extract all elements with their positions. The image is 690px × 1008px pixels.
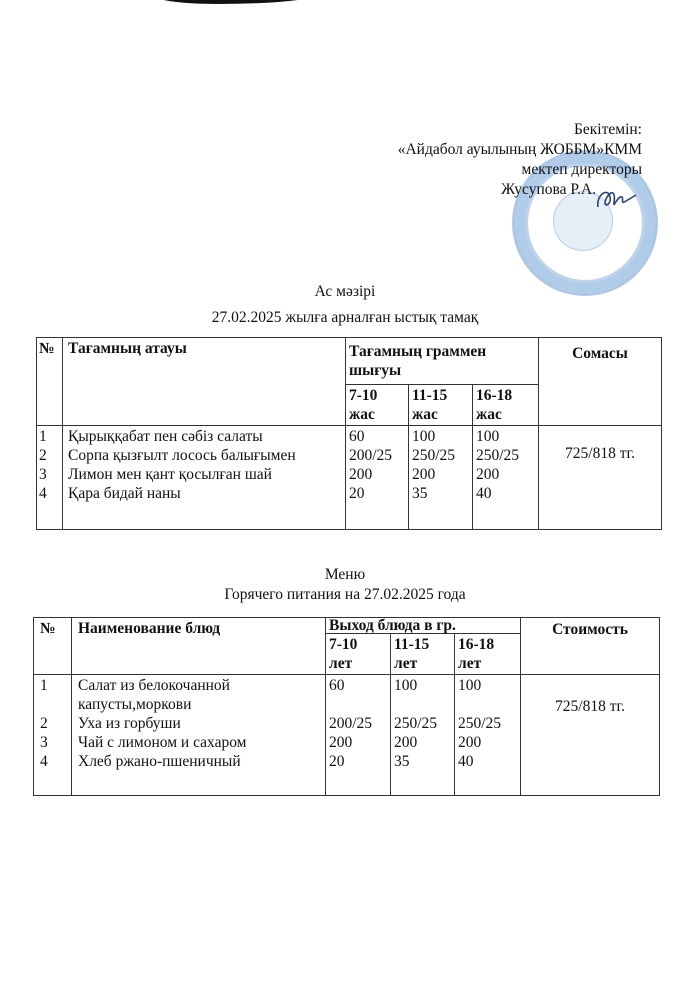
spacer — [40, 695, 68, 714]
approval-organization: «Айдабол ауылының ЖОББМ»КММ — [397, 141, 642, 158]
spacer — [329, 695, 387, 714]
yield-value: 40 — [458, 753, 474, 770]
scan-artifact — [150, 0, 318, 4]
header-yield: Тағамның граммен шығуы — [346, 338, 539, 385]
header-age-11-15 — [391, 634, 455, 675]
dish-names — [72, 675, 326, 796]
yield-value: 100 — [394, 677, 418, 694]
russian-menu-subtitle: Горячего питания на 27.02.2025 года — [224, 586, 466, 603]
yield-value: 200 — [412, 466, 436, 483]
yield-value: 200 — [394, 734, 418, 751]
dish-name: Қара бидай наны — [68, 485, 181, 502]
header-age-7-10 — [346, 385, 409, 426]
yield-value: 200 — [458, 734, 482, 751]
dish-name: Хлеб ржано-пшеничный — [78, 753, 241, 770]
yield-value: 60 — [349, 428, 365, 445]
approval-heading: Бекітемін: — [574, 121, 642, 138]
header-age-7-10 — [326, 634, 391, 675]
age-unit: жас — [349, 406, 375, 423]
dish-name: Уха из горбуши — [78, 715, 181, 732]
yield-16-18 — [455, 675, 521, 796]
approval-position: мектеп директоры — [521, 161, 642, 178]
dish-number: 4 — [39, 485, 47, 502]
age-unit: лет — [329, 655, 353, 672]
yield-value: 250/25 — [458, 715, 502, 732]
dish-name: Лимон мен қант қосылған шай — [68, 466, 272, 483]
yield-value: 35 — [394, 753, 410, 770]
age-range: 11-15 — [394, 636, 430, 653]
kazakh-menu-table — [36, 337, 662, 530]
age-unit: лет — [458, 655, 482, 672]
age-range: 7-10 — [329, 636, 358, 653]
dish-name: Чай с лимоном и сахаром — [78, 734, 247, 751]
age-range: 11-15 — [412, 387, 448, 404]
dish-name: Қырыққабат пен сәбіз салаты — [68, 428, 263, 445]
yield-value: 250/25 — [412, 447, 456, 464]
header-age-11-15 — [409, 385, 473, 426]
yield-value: 250/25 — [394, 715, 438, 732]
age-range: 16-18 — [476, 387, 513, 404]
header-dish-name: Тағамның атауы — [63, 338, 346, 426]
yield-value: 100 — [476, 428, 500, 445]
dish-number: 2 — [40, 715, 48, 732]
age-range: 16-18 — [458, 636, 495, 653]
header-number: № — [37, 338, 63, 426]
dish-number: 3 — [40, 734, 48, 751]
header-dish-name: Наименование блюд — [72, 618, 326, 675]
yield-7-10 — [326, 675, 391, 796]
yield-value: 20 — [349, 485, 365, 502]
kazakh-menu-title: Ас мәзірі — [314, 283, 376, 300]
dish-name-continued: капусты,моркови — [78, 696, 192, 713]
table-body-row — [34, 675, 660, 796]
dish-numbers — [37, 426, 63, 530]
yield-value: 40 — [476, 485, 492, 502]
yield-value: 200 — [329, 734, 353, 751]
dish-numbers — [34, 675, 72, 796]
dish-number: 1 — [40, 677, 48, 694]
age-unit: жас — [412, 406, 438, 423]
table-body-row — [37, 426, 662, 530]
dish-number: 1 — [39, 428, 47, 445]
dish-name: Салат из белокочанной — [78, 677, 230, 694]
yield-11-15 — [391, 675, 455, 796]
yield-value: 35 — [412, 485, 428, 502]
russian-menu-title: Меню — [324, 566, 366, 583]
total-cost: 725/818 тг. — [539, 426, 662, 530]
header-cost: Сомасы — [539, 338, 662, 426]
spacer — [394, 695, 451, 714]
dish-number: 2 — [39, 447, 47, 464]
russian-menu-table — [33, 617, 660, 796]
yield-value: 250/25 — [476, 447, 520, 464]
yield-7-10 — [346, 426, 409, 530]
dish-number: 3 — [39, 466, 47, 483]
header-age-16-18 — [455, 634, 521, 675]
yield-value: 100 — [458, 677, 482, 694]
dish-names — [63, 426, 346, 530]
yield-value: 200/25 — [329, 715, 373, 732]
yield-value: 60 — [329, 677, 345, 694]
yield-value: 200 — [349, 466, 373, 483]
table-header-row — [37, 338, 662, 385]
signature-icon — [594, 185, 638, 213]
spacer — [458, 695, 517, 714]
table-header-row — [34, 618, 660, 634]
yield-value: 20 — [329, 753, 345, 770]
age-unit: лет — [394, 655, 418, 672]
dish-number: 4 — [40, 753, 48, 770]
header-cost: Стоимость — [521, 618, 660, 675]
total-cost: 725/818 тг. — [521, 675, 660, 796]
age-unit: жас — [476, 406, 502, 423]
dish-name: Сорпа қызғылт лосось балығымен — [68, 447, 296, 464]
yield-value: 100 — [412, 428, 436, 445]
yield-11-15 — [409, 426, 473, 530]
yield-16-18 — [473, 426, 539, 530]
yield-value: 200/25 — [349, 447, 393, 464]
header-yield: Выход блюда в гр. — [326, 618, 521, 634]
approval-director-name: Жусупова Р.А. — [501, 181, 596, 198]
kazakh-menu-subtitle: 27.02.2025 жылға арналған ыстық тамақ — [211, 309, 479, 326]
header-age-16-18 — [473, 385, 539, 426]
header-number: № — [34, 618, 72, 675]
age-range: 7-10 — [349, 387, 378, 404]
yield-value: 200 — [476, 466, 500, 483]
